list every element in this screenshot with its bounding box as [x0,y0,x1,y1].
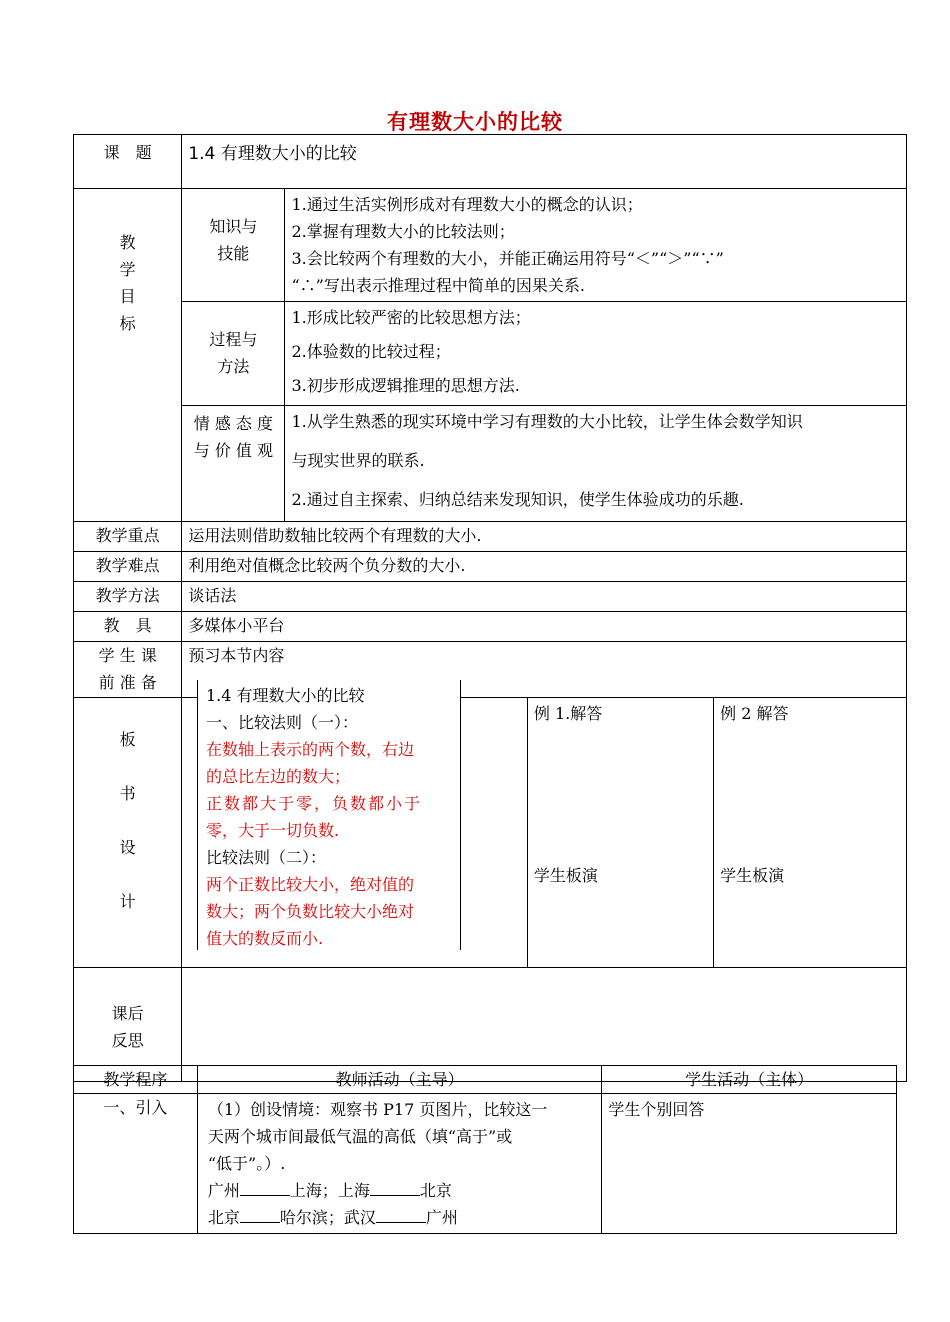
procedure-table [73,1065,897,1234]
procedure-header-student: 学生活动（主体） [602,1066,897,1094]
rule1-title: 一、比较法则（一）： [206,713,359,732]
blank-input[interactable] [240,1206,280,1223]
board-label: 板 书 设 计 [74,698,182,968]
student-activity: 学生个别回答 [602,1094,897,1234]
board-col1-content: 1.4 有理数大小的比较 一、比较法则（一）： 在数轴上表示的两个数，右边 的总比左边的数大； 正数都大于零，负数都小于 零，大于一切负数. 比较法则（二）： 两个正数比较大小，绝对值的 数大；两个负数比较大小绝对 值大的数反而小. [197,680,461,950]
board-col3: 例 2 解答 学生板演 [714,698,907,968]
procedure-header-teacher: 教师活动（主导） [197,1066,602,1094]
teacher-activity: （1）创设情境：观察书 P17 页图片，比较这一 天两个城市间最低气温的高低（填“高于”或 “低于”。）. 广州 上海；上海 北京 北京 哈尔滨；武汉 广州 [197,1094,602,1234]
board-col2: 例 1.解答 学生板演 [527,698,713,968]
process-items: 1.形成比较严密的比较思想方法； 2.体验数的比较过程； 3.初步形成逻辑推理的思想方法. [285,302,907,406]
blank-input[interactable] [370,1179,420,1196]
knowledge-label: 知识与 技能 [182,189,285,302]
tools-label: 教 具 [74,612,182,642]
reflection-label: 课后 反思 [74,968,182,1082]
stage-intro: 一、引入 [74,1094,198,1234]
emotion-items: 1.从学生熟悉的现实环境中学习有理数的大小比较，让学生体会数学知识 与现实世界的联系. 2.通过自主探索、归纳总结来发现知识，使学生体验成功的乐趣. [285,406,907,522]
topic-label: 课 题 [74,135,182,189]
rule2-title: 比较法则（二）： [206,848,327,867]
process-label: 过程与 方法 [182,302,285,406]
difficulty-value: 利用绝对值概念比较两个负分数的大小. [182,552,907,582]
key-point-label: 教学重点 [74,522,182,552]
difficulty-label: 教学难点 [74,552,182,582]
fill-line-2: 北京 哈尔滨；武汉 广州 [207,1208,458,1227]
prep-value: 预习本节内容 [182,642,907,698]
knowledge-items: 1.通过生活实例形成对有理数大小的概念的认识； 2.掌握有理数大小的比较法则； 3.会比较两个有理数的大小，并能正确运用符号“＜”“＞”“∵” “∴”写出表示推理过程中简单的因果关系. [285,189,907,302]
prep-label: 学 生 课 前 准 备 [74,642,182,698]
method-label: 教学方法 [74,582,182,612]
method-value: 谈话法 [182,582,907,612]
board-heading: 1.4 有理数大小的比较 [206,686,365,705]
goals-label: 教 学 目 标 [74,189,182,522]
page-title: 有理数大小的比较 [387,110,563,134]
tools-value: 多媒体小平台 [182,612,907,642]
key-point-value: 运用法则借助数轴比较两个有理数的大小. [182,522,907,552]
procedure-header-stage: 教学程序 [74,1066,198,1094]
blank-input[interactable] [240,1179,290,1196]
topic-value: 1.4 有理数大小的比较 [182,135,907,189]
emotion-label: 情 感 态 度 与 价 值 观 [182,406,285,522]
blank-input[interactable] [376,1206,426,1223]
fill-line-1: 广州 上海；上海 北京 [207,1181,452,1200]
